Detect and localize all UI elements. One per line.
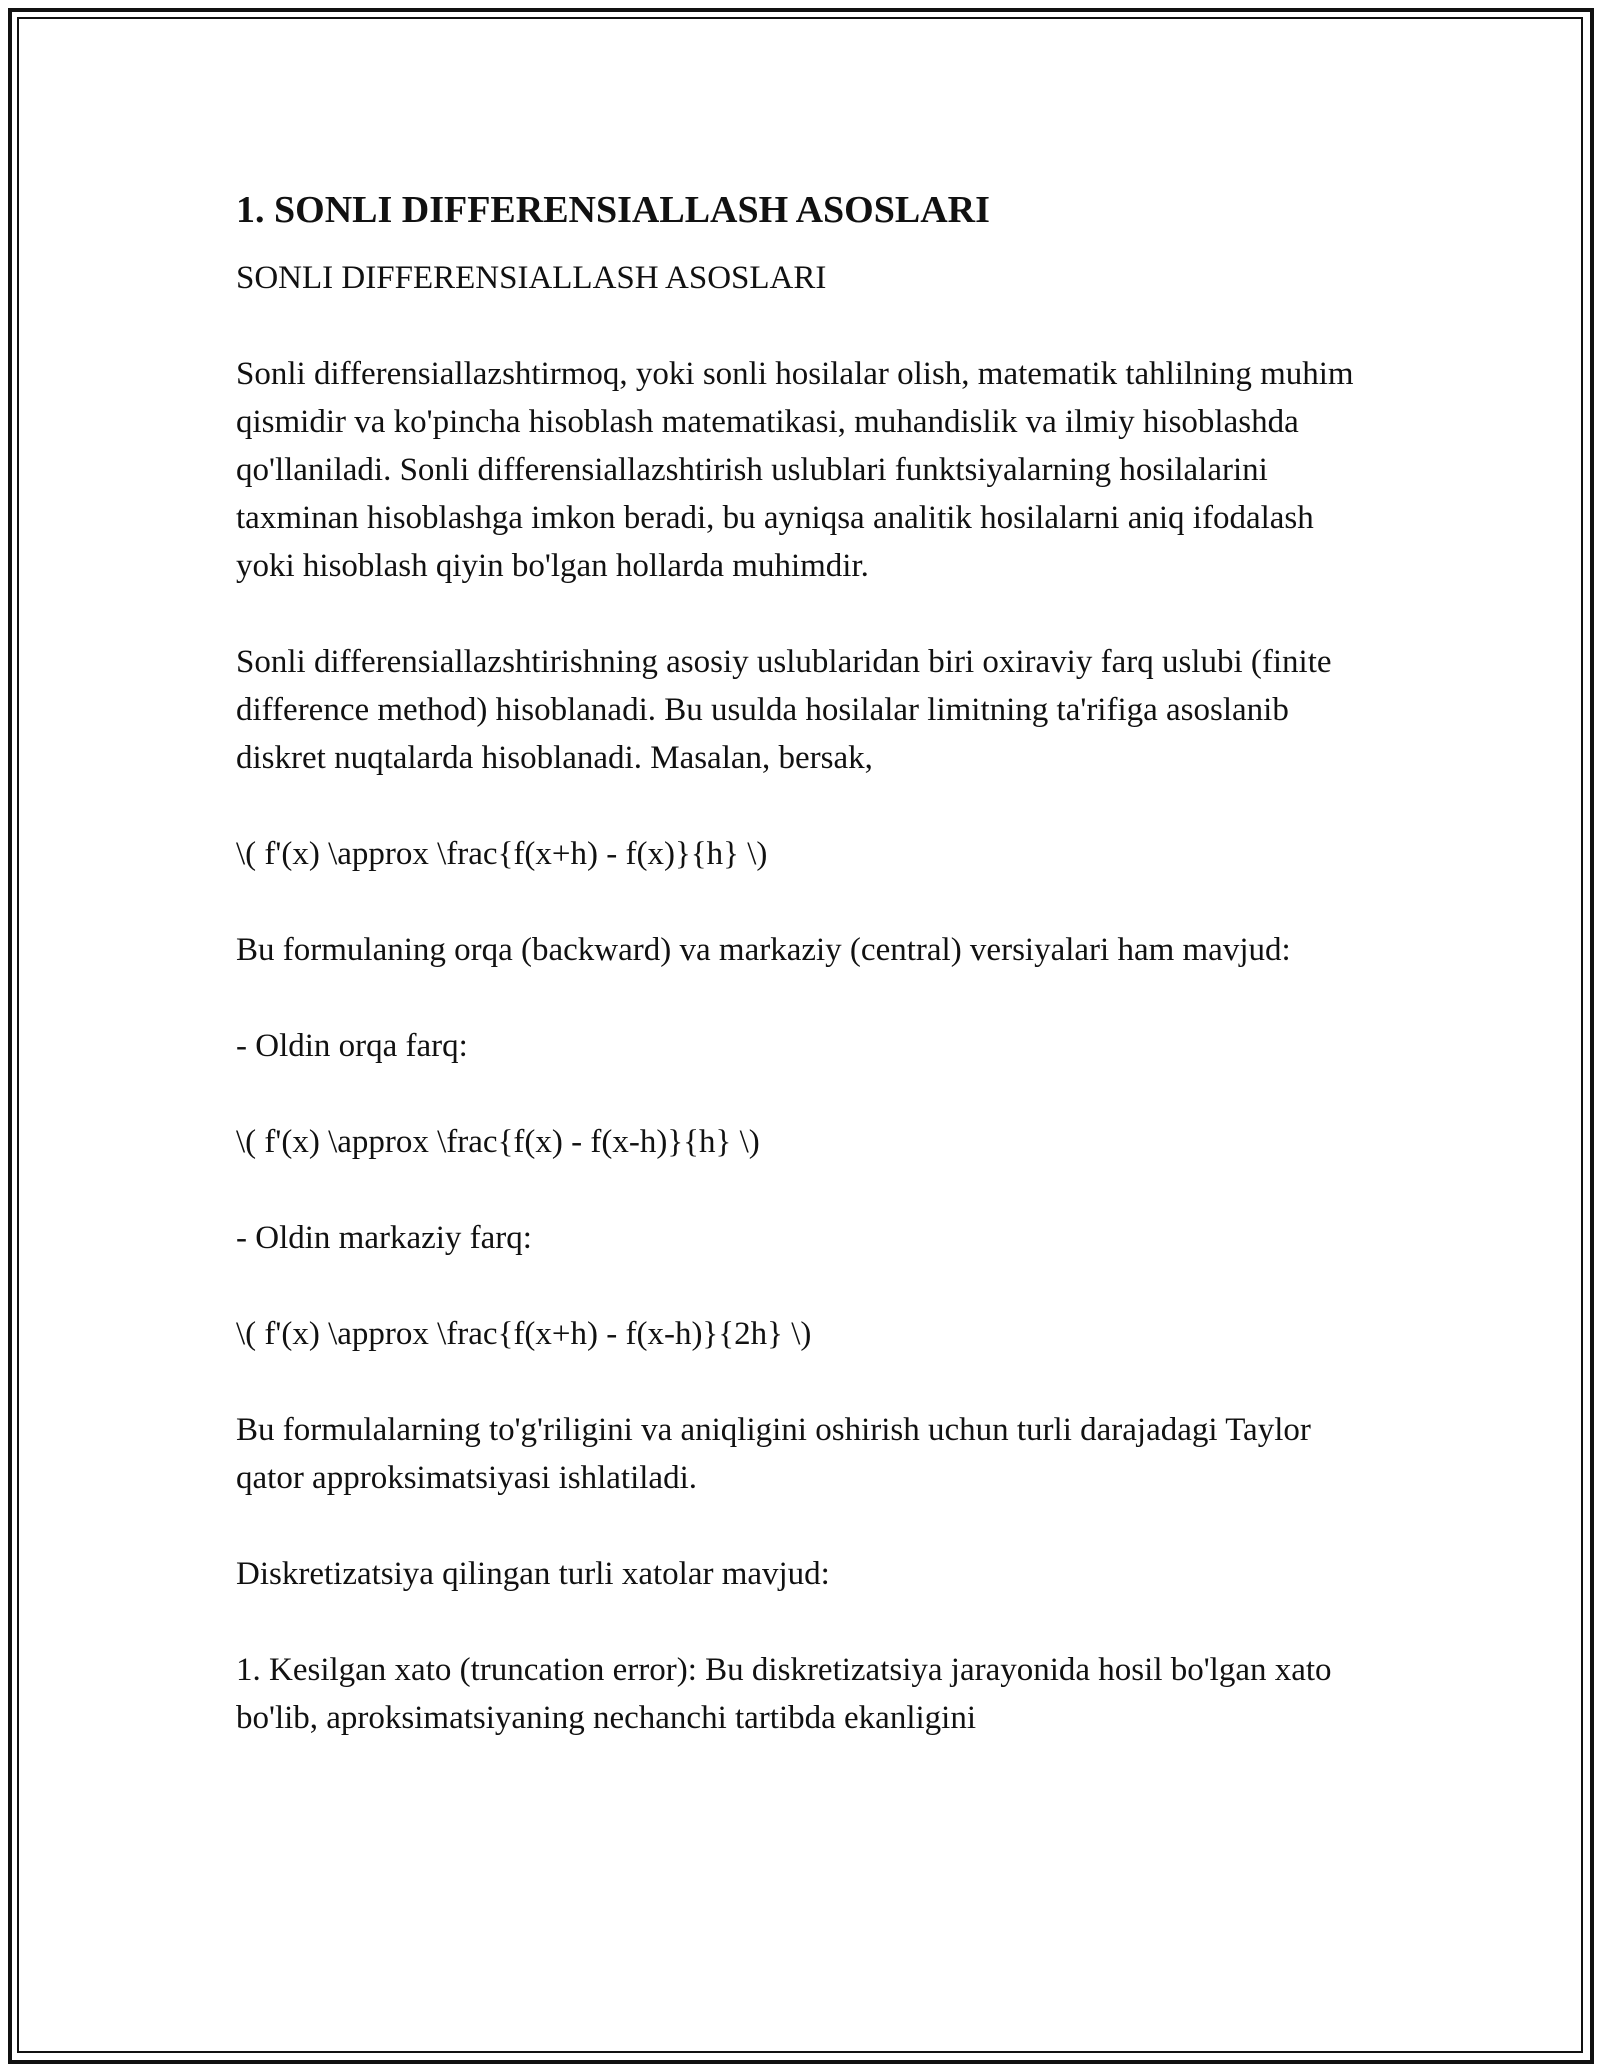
document-title: 1. SONLI DIFFERENSIALLASH ASOSLARI bbox=[236, 189, 990, 231]
list-item-backward: - Oldin orqa farq: bbox=[236, 1028, 468, 1064]
formula-central: \( f'(x) \approx \frac{f(x+h) - f(x-h)}{2h} \) bbox=[236, 1316, 812, 1352]
formula-forward: \( f'(x) \approx \frac{f(x+h) - f(x)}{h} \) bbox=[236, 836, 768, 872]
paragraph-finite-difference: Sonli differensiallazshtirishning asosiy uslublaridan biri oxiraviy farq uslubi (finite difference method) hisoblanadi. Bu usulda hosilalar limitning ta'rifiga asoslanib diskret nuqtalarda hisoblanadi. Masalan, bersak, bbox=[236, 644, 1332, 776]
paragraph-intro: Sonli differensiallazshtirmoq, yoki sonli hosilalar olish, matematik tahlilning muhim qismidir va ko'pincha hisoblash matematikasi, muhandislik va ilmiy hisoblashda qo'llaniladi. Sonli differensiallazshtirish uslublari funktsiyalarning hosilalarini taxminan hisoblashga imkon beradi, bu ayniqsa analitik hosilalarni aniq ifodalash yoki hisoblash qiyin bo'lgan hollarda muhimdir. bbox=[236, 356, 1354, 584]
document-subtitle: SONLI DIFFERENSIALLASH ASOSLARI bbox=[236, 260, 827, 296]
list-item-central: - Oldin markaziy farq: bbox=[236, 1220, 532, 1256]
paragraph-errors: Diskretizatsiya qilingan turli xatolar mavjud: bbox=[236, 1556, 830, 1592]
document-body bbox=[236, 186, 1376, 1742]
paragraph-taylor: Bu formulalarning to'g'riligini va aniqligini oshirish uchun turli darajadagi Taylor qator approksimatsiyasi ishlatiladi. bbox=[236, 1412, 1311, 1496]
paragraph-versions: Bu formulaning orqa (backward) va markaziy (central) versiyalari ham mavjud: bbox=[236, 932, 1291, 968]
paragraph-truncation-error: 1. Kesilgan xato (truncation error): Bu diskretizatsiya jarayonida hosil bo'lgan xato bo'lib, aproksimatsiyaning nechanchi tartibda ekanligini bbox=[236, 1652, 1332, 1736]
formula-backward: \( f'(x) \approx \frac{f(x) - f(x-h)}{h} \) bbox=[236, 1124, 760, 1160]
